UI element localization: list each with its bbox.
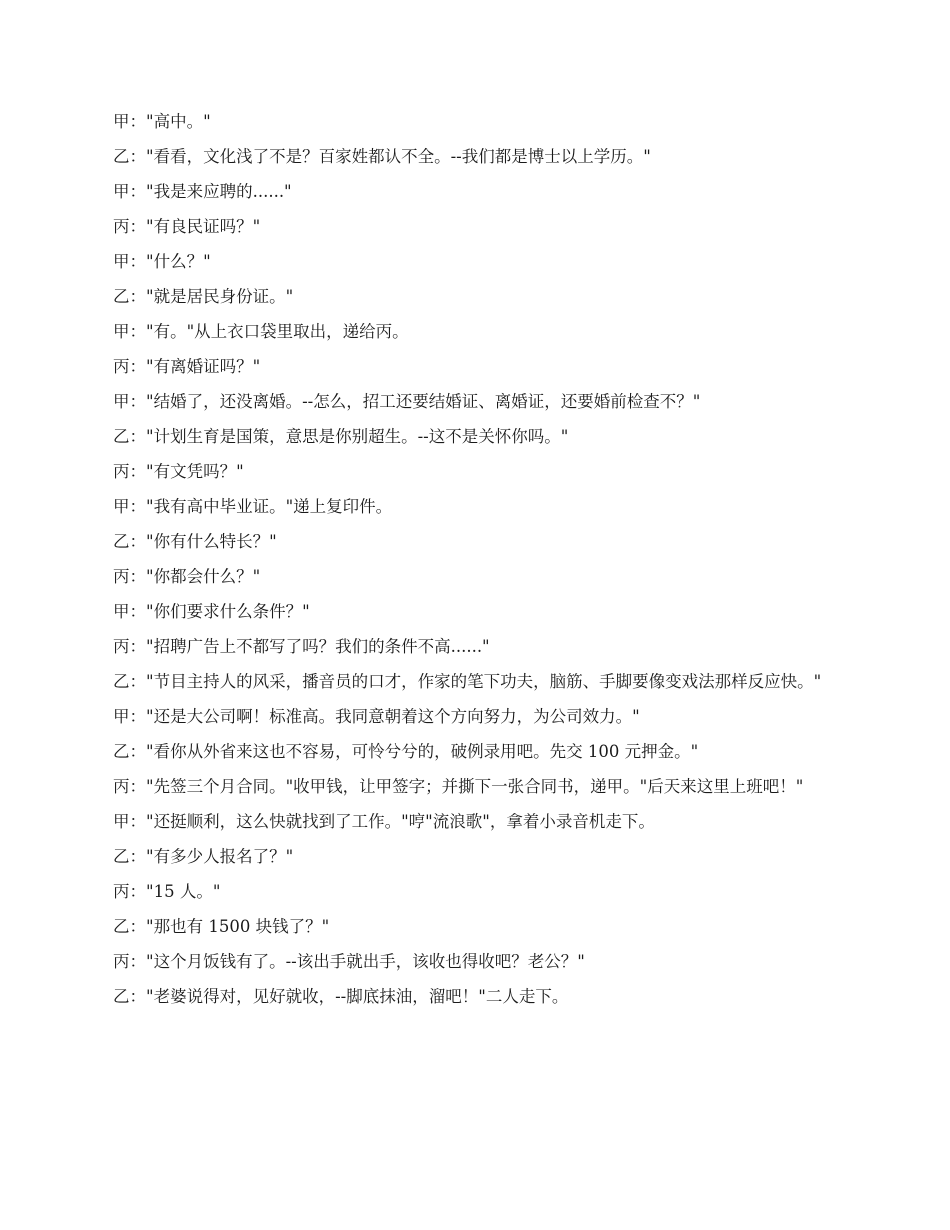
dialogue-line: 乙："你有什么特长？" <box>113 532 277 551</box>
dialogue-body <box>113 110 833 1020</box>
dialogue-line: 丙："有良民证吗？" <box>113 217 261 236</box>
dialogue-line: 乙："有多少人报名了？" <box>113 847 294 866</box>
dialogue-line: 丙："有离婚证吗？" <box>113 357 261 376</box>
dialogue-line: 甲："还是大公司啊！标准高。我同意朝着这个方向努力，为公司效力。" <box>113 707 640 726</box>
dialogue-line: 乙："看你从外省来这也不容易，可怜兮兮的，破例录用吧。先交 100 元押金。" <box>113 742 699 761</box>
dialogue-line: 乙："就是居民身份证。" <box>113 287 294 306</box>
dialogue-line: 甲："我是来应聘的......" <box>113 182 292 201</box>
dialogue-line: 丙："有文凭吗？" <box>113 462 244 481</box>
dialogue-line: 甲："还挺顺利，这么快就找到了工作。"哼"流浪歌"，拿着小录音机走下。 <box>113 812 655 831</box>
dialogue-line: 丙："招聘广告上不都写了吗？我们的条件不高......" <box>113 637 490 656</box>
dialogue-line: 乙："计划生育是国策，意思是你别超生。--这不是关怀你吗。" <box>113 427 569 446</box>
dialogue-line: 丙："你都会什么？" <box>113 567 261 586</box>
dialogue-line: 甲："有。"从上衣口袋里取出，递给丙。 <box>113 322 409 341</box>
dialogue-line: 丙："先签三个月合同。"收甲钱，让甲签字；并撕下一张合同书，递甲。"后天来这里上班吧！" <box>113 777 804 796</box>
dialogue-line: 乙："节目主持人的风采，播音员的口才，作家的笔下功夫，脑筋、手脚要像变戏法那样反应快。" <box>113 672 822 691</box>
dialogue-line: 丙："15 人。" <box>113 882 221 901</box>
dialogue-line: 甲："高中。" <box>113 112 211 131</box>
dialogue-line: 甲："什么？" <box>113 252 211 271</box>
dialogue-line: 甲："结婚了，还没离婚。--怎么，招工还要结婚证、离婚证，还要婚前检查不？" <box>113 392 701 411</box>
dialogue-line: 乙："看看，文化浅了不是？百家姓都认不全。--我们都是博士以上学历。" <box>113 147 651 166</box>
dialogue-line: 乙："那也有 1500 块钱了？" <box>113 917 330 936</box>
dialogue-line: 甲："你们要求什么条件？" <box>113 602 310 621</box>
dialogue-line: 乙："老婆说得对，见好就收，--脚底抹油，溜吧！"二人走下。 <box>113 987 569 1006</box>
dialogue-line: 丙："这个月饭钱有了。--该出手就出手，该收也得收吧？老公？" <box>113 952 585 971</box>
dialogue-line: 甲："我有高中毕业证。"递上复印件。 <box>113 497 393 516</box>
